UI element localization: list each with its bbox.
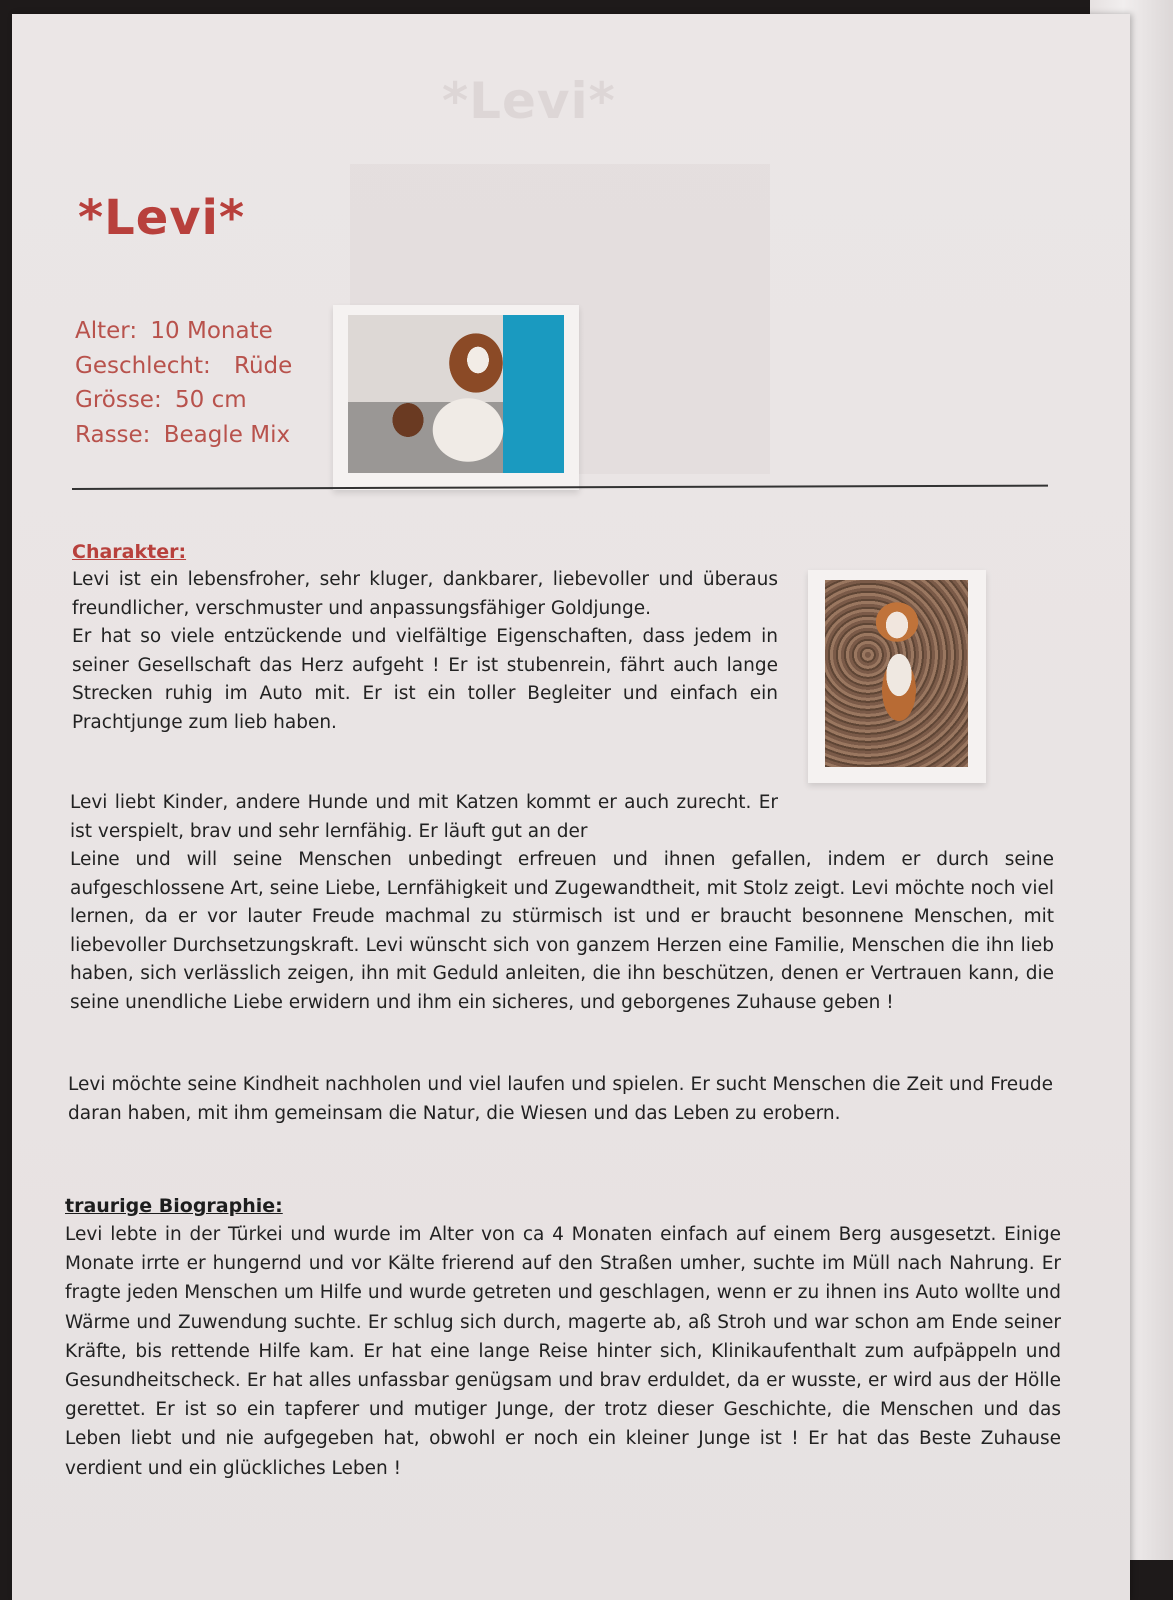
fact-breed <box>75 418 292 453</box>
fact-value: 50 cm <box>175 387 247 413</box>
heading-character: Charakter: <box>72 541 187 563</box>
childhood-paragraph: Levi möchte seine Kindheit nachholen und viel laufen und spielen. Er sucht Menschen die Zeit und Freude daran haben, mit ihm gemeinsam die Natur, die Wiesen und das Leben zu erobern. <box>68 1074 1053 1124</box>
dog-facts <box>75 314 292 452</box>
bleed-through-title: *Levi* <box>442 72 616 130</box>
fact-value: Beagle Mix <box>163 421 291 448</box>
biography-paragraph: Levi lebte in der Türkei und wurde im Alter von ca 4 Monaten einfach auf einem Berg ausgesetzt. Einige Monate irrte er hungernd und vor Kälte frierend auf den Straßen umher, suchte im Müll nach Nahrung. Er fragte jeden Menschen um Hilfe und wurde getreten und geschlagen, wenn er zu ihnen ins Auto wollte und Wärme und Zuwendung suchte. Er schlug sich durch, magerte ab, aß Stroh und war schon am Ende seiner Kräfte, bis rettende Hilfe kam. Er hat eine lange Reise hinter sich, Klinikaufenthalt zum aufpäppeln und Gesundheitscheck. Er hat alles unfassbar genügsam und brav erduldet, da er wusste, er wird aus der Hölle gerettet. Er ist so ein tapferer und mutiger Junge, der trotz dieser Geschichte, die Menschen und das Leben liebt und nie aufgegeben hat, obwohl er noch ein kleiner Junge ist ! Er hat das Beste Zuhause verdient und ein glückliches Leben ! <box>65 1224 1061 1479</box>
fact-label: Rasse: <box>75 421 151 448</box>
fact-value: 10 Monate <box>150 318 273 344</box>
page-title: *Levi* <box>78 190 246 246</box>
loves-paragraph-rest: Leine und will seine Menschen unbedingt erfreuen und ihnen gefallen, indem er durch seine aufgeschlossene Art, seine Liebe, Lernfähigkeit und Zugewandtheit, mit Stolz zeigt. Levi möchte noch viel lernen, da er vor lauter Freude machmal zu stürmisch ist und er braucht besonnene Menschen, mit liebevoller Durchsetzungskraft. Levi wünscht sich von ganzem Herzen eine Familie, Menschen die ihn lieb haben, sich verlässlich zeigen, ihn mit Geduld anleiten, die ihn beschützen, denen er Vertrauen kann, die seine unendliche Liebe erwidern und ihm ein sicheres, und geborgenes Zuhause geben ! <box>70 849 1054 1013</box>
fact-label: Grösse: <box>75 387 162 413</box>
section-character <box>72 538 778 737</box>
fact-label: Geschlecht: <box>75 352 211 379</box>
character-paragraph-2: Er hat so viele entzückende und vielfältige Eigenschaften, dass jedem in seiner Gesellschaft das Herz aufgeht ! Er ist stubenrein, fährt auch lange Strecken ruhig im Auto mit. Er ist ein toller Begleiter und einfach ein Prachtjunge zum lieb haben. <box>72 626 778 733</box>
fact-age <box>75 314 292 349</box>
heading-biography: traurige Biographie: <box>65 1195 283 1217</box>
fact-size <box>75 383 292 418</box>
fact-label: Alter: <box>75 318 138 344</box>
dog-image <box>825 580 968 767</box>
character-paragraph-1: Levi ist ein lebensfroher, sehr kluger, dankbarer, liebevoller und überaus freundlicher, verschmuster und anpassungsfähiger Goldjunge. <box>72 569 778 619</box>
dog-photo-lying <box>333 305 579 490</box>
dog-image <box>348 315 564 473</box>
section-loves <box>70 789 1054 1017</box>
loves-paragraph-start: Levi liebt Kinder, andere Hunde und mit Katzen kommt er auch zurecht. Er ist verspielt, brav und sehr lernfähig. Er läuft gut an der <box>70 792 778 842</box>
fact-value: Rüde <box>234 352 293 379</box>
fact-sex <box>75 349 292 384</box>
section-biography <box>65 1192 1061 1483</box>
dog-photo-sitting <box>808 570 986 783</box>
